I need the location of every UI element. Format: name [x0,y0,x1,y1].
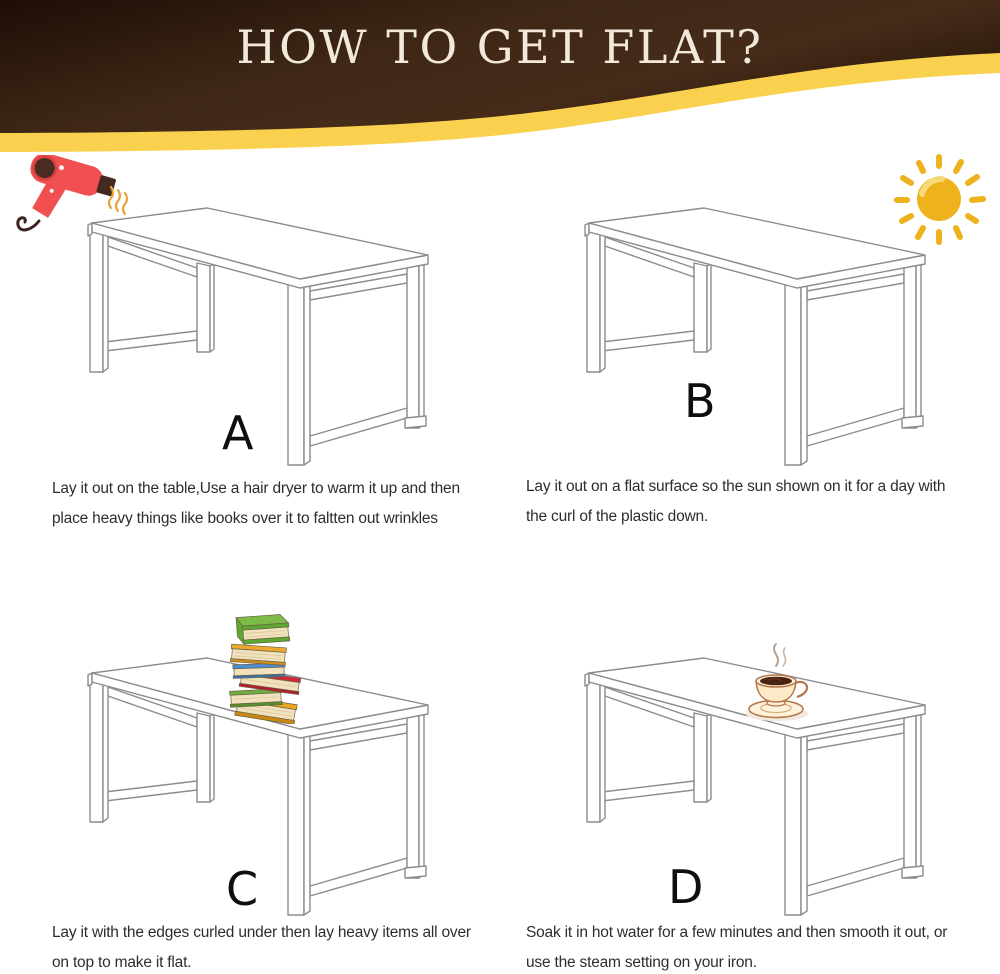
page-title: HOW TO GET FLAT? [236,20,764,74]
caption-c-line2: on top to make it flat. [52,954,192,971]
caption-b-line2: the curl of the plastic down. [526,508,709,525]
sun-icon [890,152,988,250]
caption-d-line2: use the steam setting on your iron. [526,954,757,971]
coffee-cup-icon [732,640,824,724]
panel-letter-a: A [222,406,254,460]
caption-d-line1: Soak it in hot water for a few minutes and then smooth it out, or [526,924,948,941]
caption-d [526,918,947,974]
caption-a [52,474,460,534]
hair-dryer-icon [15,155,130,239]
caption-b-line1: Lay it out on a flat surface so the sun shown on it for a day with [526,478,946,495]
caption-a-line2: place heavy things like books over it to faltten out wrinkles [52,510,438,527]
panel-letter-c: C [226,862,259,916]
caption-b [526,472,945,532]
caption-c [52,918,471,974]
panel-letter-b: B [684,374,716,428]
book-stack-icon [224,602,308,724]
caption-c-line1: Lay it with the edges curled under then lay heavy items all over [52,924,471,941]
caption-a-line1: Lay it out on the table,Use a hair dryer to warm it up and then [52,480,460,497]
panel-letter-d: D [668,860,704,914]
